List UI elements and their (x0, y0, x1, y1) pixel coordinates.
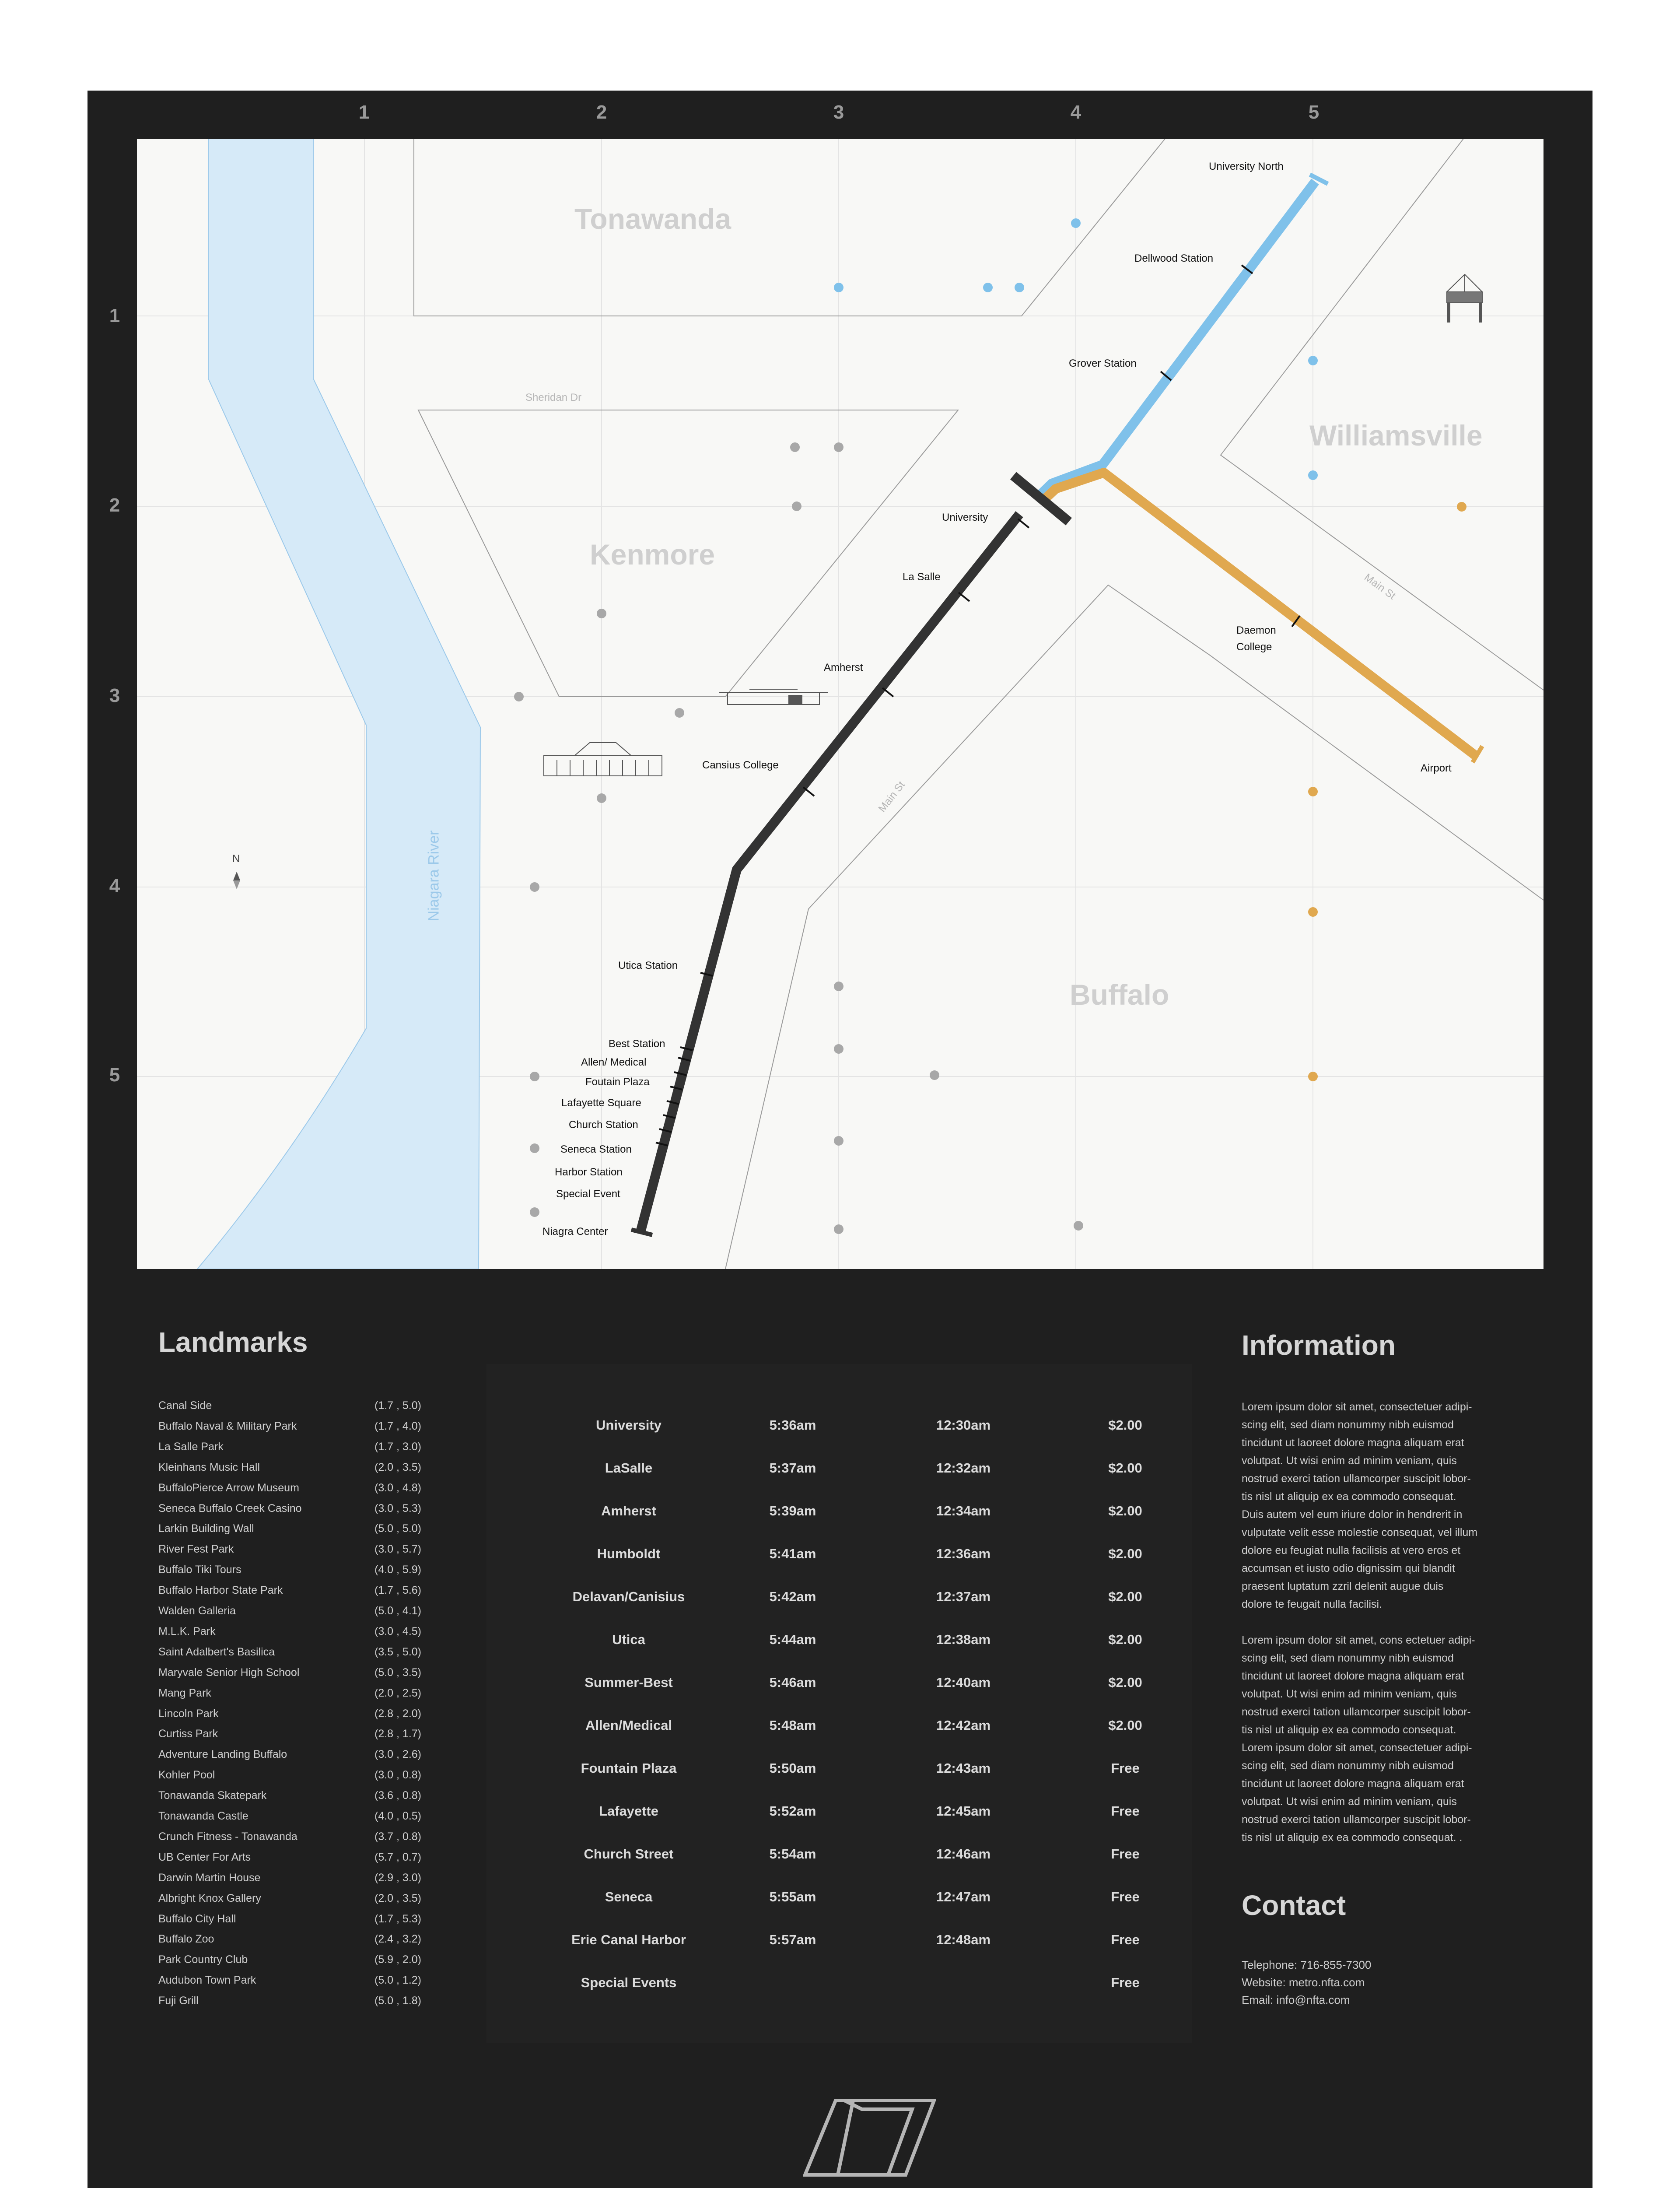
contact-website[interactable]: Website: metro.nfta.com (1242, 1976, 1365, 1989)
schedule-table (486, 1364, 1192, 2043)
schedule-station: Amherst (601, 1503, 656, 1518)
grid-col-4: 4 (1070, 102, 1082, 123)
schedule-station: University (596, 1417, 662, 1433)
information-line: dolore te feugait nulla facilisi. (1242, 1598, 1382, 1610)
schedule-last-train: 12:42am (936, 1718, 991, 1733)
landmark-row[interactable] (158, 1748, 430, 1769)
niagara-river (197, 139, 480, 1269)
poi-dot (530, 1072, 539, 1081)
landmark-row[interactable] (158, 1913, 430, 1933)
schedule-row[interactable] (486, 1889, 1192, 1915)
station-daemon-line2: College (1236, 641, 1272, 653)
station-lasalle[interactable]: La Salle (903, 571, 941, 583)
landmark-name: Curtiss Park (158, 1728, 218, 1740)
landmark-row[interactable] (158, 1974, 430, 1995)
landmark-name: Maryvale Senior High School (158, 1666, 300, 1679)
buffalo-boundary (725, 585, 1544, 1269)
landmark-name: Buffalo Harbor State Park (158, 1584, 283, 1597)
contact-email[interactable]: Email: info@nfta.com (1242, 1993, 1350, 2006)
landmark-row[interactable] (158, 1872, 430, 1892)
landmark-name: Crunch Fitness - Tonawanda (158, 1830, 298, 1843)
landmark-coordinate: (5.7 , 0.7) (374, 1851, 421, 1863)
information-line: Lorem ipsum dolor sit amet, consectetuer adipi- (1242, 1742, 1472, 1754)
information-line: dolore eu feugiat nulla facilisis at vero eros et (1242, 1544, 1461, 1557)
information-line: tis nisl ut aliquip ex ea commodo consequat. (1242, 1490, 1456, 1503)
river-label: Niagara River (425, 830, 442, 922)
station-foutain[interactable]: Foutain Plaza (585, 1076, 650, 1088)
landmark-coordinate: (4.0 , 0.5) (374, 1810, 421, 1822)
station-grover[interactable]: Grover Station (1069, 358, 1137, 369)
station-seneca[interactable]: Seneca Station (560, 1143, 632, 1155)
landmark-name: Tonawanda Castle (158, 1810, 248, 1822)
information-line: volutpat. Ut wisi enim ad minim veniam, quis (1242, 1688, 1457, 1700)
schedule-row[interactable] (486, 1975, 1192, 2001)
information-line: nostrud exerci tation ullamcorper suscipit lobor- (1242, 1706, 1471, 1718)
landmark-name: Audubon Town Park (158, 1974, 256, 1987)
poi-dot (1074, 1221, 1083, 1231)
landmark-coordinate: (3.7 , 0.8) (374, 1830, 421, 1843)
district-tonawanda: Tonawanda (574, 203, 732, 235)
landmark-row[interactable] (158, 1564, 430, 1584)
transit-map[interactable] (137, 139, 1544, 1269)
williamsville-boundary (1221, 139, 1544, 690)
schedule-station: Special Events (581, 1975, 677, 1990)
landmark-name: UB Center For Arts (158, 1851, 251, 1863)
schedule-last-train: 12:30am (936, 1417, 991, 1433)
landmark-row[interactable] (158, 1830, 430, 1851)
landmark-coordinate: (2.8 , 2.0) (374, 1707, 421, 1720)
schedule-fare: $2.00 (1108, 1675, 1142, 1690)
information-title: Information (1242, 1329, 1396, 1361)
schedule-fare: $2.00 (1108, 1417, 1142, 1433)
landmark-name: Buffalo Tiki Tours (158, 1564, 242, 1576)
schedule-last-train: 12:37am (936, 1589, 991, 1604)
landmark-coordinate: (2.4 , 3.2) (374, 1933, 421, 1946)
landmark-coordinate: (2.9 , 3.0) (374, 1871, 421, 1884)
station-ticks (656, 265, 1300, 1146)
tonawanda-boundary (414, 139, 1165, 316)
schedule-first-train: 5:42am (769, 1589, 816, 1604)
schedule-row[interactable] (486, 1460, 1192, 1487)
grid-col-5: 5 (1308, 102, 1320, 123)
district-kenmore: Kenmore (590, 538, 715, 571)
information-text (1242, 1398, 1522, 1847)
information-line: scing elit, sed diam nonummy nibh euismod (1242, 1652, 1454, 1664)
poi-dot (834, 982, 844, 991)
landmark-coordinate: (5.0 , 1.8) (374, 1995, 421, 2007)
landmark-name: M.L.K. Park (158, 1625, 216, 1637)
schedule-station: Fountain Plaza (581, 1760, 677, 1776)
information-line: accumsan et iusto odio dignissim qui blandit (1242, 1562, 1455, 1574)
information-line: nostrud exerci tation ullamcorper suscipit lobor- (1242, 1473, 1471, 1485)
landmark-row[interactable] (158, 1441, 430, 1461)
schedule-row[interactable] (486, 1417, 1192, 1444)
landmark-name: Fuji Grill (158, 1995, 199, 2007)
landmark-row[interactable] (158, 1605, 430, 1625)
grid-col-2: 2 (596, 102, 607, 123)
station-dellwood[interactable]: Dellwood Station (1134, 252, 1214, 264)
information-line: Lorem ipsum dolor sit amet, cons ectetuer adipi- (1242, 1634, 1475, 1646)
landmark-name: Kohler Pool (158, 1769, 215, 1781)
station-special[interactable]: Special Event (556, 1188, 620, 1200)
grid-col-1: 1 (358, 102, 370, 123)
information-line: tincidunt ut laoreet dolore magna aliquam erat (1242, 1437, 1464, 1449)
station-best[interactable]: Best Station (609, 1038, 665, 1050)
station-lafayette[interactable]: Lafayette Square (561, 1097, 641, 1109)
information-line: tincidunt ut laoreet dolore magna aliquam erat (1242, 1670, 1464, 1682)
schedule-first-train: 5:57am (769, 1932, 816, 1947)
landmark-coordinate: (1.7 , 5.0) (374, 1399, 421, 1412)
landmark-row[interactable] (158, 1625, 430, 1646)
landmark-coordinate: (5.0 , 3.5) (374, 1666, 421, 1679)
landmark-name: Buffalo City Hall (158, 1912, 236, 1925)
nfta-logo-icon (803, 2098, 936, 2177)
schedule-last-train: 12:45am (936, 1803, 991, 1819)
landmark-row[interactable] (158, 1892, 430, 1913)
schedule-fare: $2.00 (1108, 1503, 1142, 1518)
schedule-station: Erie Canal Harbor (571, 1932, 686, 1947)
schedule-fare: Free (1111, 1975, 1140, 1990)
landmark-name: Albright Knox Gallery (158, 1892, 261, 1904)
information-line: scing elit, sed diam nonummy nibh euismod (1242, 1419, 1454, 1431)
schedule-last-train: 12:38am (936, 1632, 991, 1647)
poi-dot (1308, 470, 1318, 480)
landmark-name: Walden Galleria (158, 1605, 236, 1617)
blue-line[interactable] (1038, 182, 1315, 497)
poi-dot (834, 1224, 844, 1234)
information-line: Lorem ipsum dolor sit amet, consectetuer adipi- (1242, 1401, 1472, 1413)
landmark-coordinate: (4.0 , 5.9) (374, 1564, 421, 1576)
contact-title: Contact (1242, 1890, 1346, 1921)
landmark-name: Darwin Martin House (158, 1871, 261, 1884)
landmark-row[interactable] (158, 1399, 430, 1420)
landmark-name: Mang Park (158, 1687, 211, 1699)
schedule-first-train: 5:54am (769, 1846, 816, 1862)
information-line: vulputate velit esse molestie consequat, vel illum (1242, 1526, 1478, 1539)
schedule-station: LaSalle (605, 1460, 653, 1476)
schedule-first-train: 5:41am (769, 1546, 816, 1561)
landmark-row[interactable] (158, 1522, 430, 1543)
station-airport[interactable]: Airport (1421, 762, 1452, 774)
schedule-row[interactable] (486, 1718, 1192, 1744)
station-university[interactable]: University (942, 512, 988, 523)
orange-line[interactable] (1042, 473, 1476, 756)
station-utica[interactable]: Utica Station (618, 960, 678, 971)
grid-row-2: 2 (109, 494, 120, 516)
schedule-row[interactable] (486, 1675, 1192, 1701)
schedule-fare: $2.00 (1108, 1460, 1142, 1476)
landmark-name: BuffaloPierce Arrow Museum (158, 1481, 299, 1494)
landmarks-title: Landmarks (158, 1326, 308, 1358)
landmark-coordinate: (3.0 , 4.8) (374, 1481, 421, 1494)
landmark-name: Adventure Landing Buffalo (158, 1748, 287, 1761)
landmark-coordinate: (5.0 , 1.2) (374, 1974, 421, 1987)
landmark-coordinate: (3.0 , 5.3) (374, 1502, 421, 1515)
station-harbor[interactable]: Harbor Station (555, 1166, 623, 1178)
grid-row-1: 1 (109, 305, 120, 326)
landmark-coordinate: (3.6 , 0.8) (374, 1789, 421, 1802)
landmark-name: Park Country Club (158, 1953, 248, 1966)
information-line: Duis autem vel eum iriure dolor in hendrerit in (1242, 1508, 1463, 1521)
schedule-last-train: 12:46am (936, 1846, 991, 1862)
information-line: tis nisl ut aliquip ex ea commodo consequat. (1242, 1724, 1456, 1736)
landmark-name: Seneca Buffalo Creek Casino (158, 1502, 302, 1515)
grid-row-4: 4 (109, 875, 120, 897)
landmark-coordinate: (3.0 , 2.6) (374, 1748, 421, 1761)
schedule-row[interactable] (486, 1803, 1192, 1830)
landmark-name: River Fest Park (158, 1543, 234, 1556)
poi-dot (597, 793, 606, 803)
landmark-coordinate: (1.7 , 5.3) (374, 1912, 421, 1925)
albright-knox-building-icon (544, 743, 662, 776)
landmark-coordinate: (3.0 , 5.7) (374, 1543, 421, 1556)
landmark-row[interactable] (158, 1995, 430, 2015)
landmark-coordinate: (5.9 , 2.0) (374, 1953, 421, 1966)
station-niagra[interactable]: Niagra Center (542, 1226, 608, 1238)
landmark-row[interactable] (158, 1708, 430, 1728)
schedule-fare: Free (1111, 1760, 1140, 1776)
landmark-name: Buffalo Zoo (158, 1933, 214, 1946)
schedule-station: Utica (612, 1632, 645, 1647)
grid-col-3: 3 (833, 102, 844, 123)
information-line (1242, 1613, 1522, 1631)
landmark-row[interactable] (158, 1687, 430, 1708)
landmark-row[interactable] (158, 1666, 430, 1687)
schedule-row[interactable] (486, 1932, 1192, 1958)
landmark-name: Tonawanda Skatepark (158, 1789, 267, 1802)
landmark-row[interactable] (158, 1584, 430, 1605)
schedule-fare: Free (1111, 1889, 1140, 1904)
schedule-fare: $2.00 (1108, 1718, 1142, 1733)
schedule-station: Delavan/Canisius (572, 1589, 685, 1604)
schedule-first-train: 5:44am (769, 1632, 816, 1647)
station-university-north[interactable]: University North (1209, 161, 1284, 172)
landmark-coordinate: (2.8 , 1.7) (374, 1728, 421, 1740)
landmark-row[interactable] (158, 1933, 430, 1953)
poi-dot (1308, 1072, 1318, 1081)
poi-dot (1015, 283, 1024, 292)
poi-dot (930, 1070, 939, 1080)
schedule-first-train: 5:52am (769, 1803, 816, 1819)
district-williamsville: Williamsville (1309, 419, 1483, 452)
landmark-coordinate: (1.7 , 5.6) (374, 1584, 421, 1597)
poi-dot (675, 708, 684, 718)
poi-dot (1308, 787, 1318, 796)
information-line: volutpat. Ut wisi enim ad minim veniam, quis (1242, 1795, 1457, 1808)
landmark-row[interactable] (158, 1461, 430, 1482)
landmark-coordinate: (2.0 , 2.5) (374, 1687, 421, 1699)
landmark-row[interactable] (158, 1953, 430, 1974)
station-daemon[interactable]: Daemon (1236, 624, 1276, 636)
schedule-first-train: 5:39am (769, 1503, 816, 1518)
schedule-last-train: 12:34am (936, 1503, 991, 1518)
information-line: nostrud exerci tation ullamcorper suscipit lobor- (1242, 1813, 1471, 1826)
poi-dot (514, 692, 524, 701)
landmark-row[interactable] (158, 1543, 430, 1564)
poi-dot (834, 283, 844, 292)
poi-dot (1071, 218, 1081, 228)
poi-dot (983, 283, 993, 292)
schedule-last-train: 12:43am (936, 1760, 991, 1776)
poi-dots (514, 218, 1466, 1234)
district-buffalo: Buffalo (1070, 978, 1169, 1011)
schedule-first-train: 5:50am (769, 1760, 816, 1776)
schedule-first-train: 5:46am (769, 1675, 816, 1690)
schedule-row[interactable] (486, 1760, 1192, 1787)
landmark-row[interactable] (158, 1646, 430, 1666)
schedule-fare: Free (1111, 1803, 1140, 1819)
schedule-last-train: 12:47am (936, 1889, 991, 1904)
schedule-station: Church Street (584, 1846, 674, 1862)
landmark-name: Lincoln Park (158, 1707, 219, 1720)
schedule-last-train: 12:36am (936, 1546, 991, 1561)
tonawanda-castle-icon (1447, 274, 1482, 323)
schedule-row[interactable] (486, 1546, 1192, 1572)
poi-dot (790, 442, 800, 452)
schedule-station: Lafayette (598, 1803, 659, 1819)
schedule-station: Humboldt (597, 1546, 661, 1561)
information-line: tincidunt ut laoreet dolore magna aliquam erat (1242, 1778, 1464, 1790)
line-end-cap (631, 1230, 652, 1235)
station-church[interactable]: Church Station (569, 1119, 638, 1131)
poi-dot (1308, 356, 1318, 365)
poi-dot (834, 442, 844, 452)
schedule-first-train: 5:36am (769, 1417, 816, 1433)
landmark-row[interactable] (158, 1810, 430, 1830)
schedule-station: Allen/Medical (585, 1718, 672, 1733)
poi-dot (530, 1207, 539, 1217)
station-allen[interactable]: Allen/ Medical (581, 1056, 647, 1068)
landmark-coordinate: (2.0 , 3.5) (374, 1461, 421, 1473)
schedule-fare: $2.00 (1108, 1546, 1142, 1561)
map-canvas (137, 139, 1544, 1269)
landmark-name: Canal Side (158, 1399, 212, 1412)
station-amherst[interactable]: Amherst (824, 662, 863, 673)
landmark-name: Larkin Building Wall (158, 1522, 254, 1535)
grid-row-5: 5 (109, 1064, 120, 1086)
station-cansius[interactable]: Cansius College (702, 759, 779, 771)
schedule-station: Summer-Best (584, 1675, 673, 1690)
landmark-name: La Salle Park (158, 1440, 224, 1453)
schedule-station: Seneca (605, 1889, 653, 1904)
information-line: tis nisl ut aliquip ex ea commodo consequat. . (1242, 1831, 1463, 1844)
schedule-fare: $2.00 (1108, 1589, 1142, 1604)
landmark-coordinate: (3.0 , 4.5) (374, 1625, 421, 1637)
schedule-last-train: 12:40am (936, 1675, 991, 1690)
schedule-first-train: 5:55am (769, 1889, 816, 1904)
compass-label: N (232, 853, 240, 865)
contact-telephone[interactable]: Telephone: 716-855-7300 (1242, 1958, 1372, 1971)
landmark-coordinate: (5.0 , 4.1) (374, 1605, 421, 1617)
landmark-row[interactable] (158, 1851, 430, 1872)
landmark-name: Buffalo Naval & Military Park (158, 1420, 297, 1432)
information-line: praesent luptatum zzril delenit augue duis (1242, 1580, 1444, 1592)
landmark-row[interactable] (158, 1482, 430, 1502)
poi-dot (834, 1044, 844, 1054)
information-line: volutpat. Ut wisi enim ad minim veniam, quis (1242, 1455, 1457, 1467)
schedule-first-train: 5:37am (769, 1460, 816, 1476)
poi-dot (1457, 502, 1466, 512)
landmark-coordinate: (5.0 , 5.0) (374, 1522, 421, 1535)
information-line: scing elit, sed diam nonummy nibh euismod (1242, 1760, 1454, 1772)
landmark-coordinate: (1.7 , 4.0) (374, 1420, 421, 1432)
landmark-name: Kleinhans Music Hall (158, 1461, 260, 1473)
landmark-row[interactable] (158, 1502, 430, 1523)
grid-row-3: 3 (109, 685, 120, 706)
street-main-east: Main St (1362, 571, 1398, 602)
schedule-row[interactable] (486, 1503, 1192, 1529)
landmark-coordinate: (1.7 , 3.0) (374, 1440, 421, 1453)
schedule-fare: Free (1111, 1932, 1140, 1947)
landmark-row[interactable] (158, 1420, 430, 1441)
street-sheridan: Sheridan Dr (525, 392, 582, 403)
poi-dot (792, 501, 802, 511)
schedule-row[interactable] (486, 1632, 1192, 1658)
schedule-first-train: 5:48am (769, 1718, 816, 1733)
schedule-last-train: 12:48am (936, 1932, 991, 1947)
landmark-coordinate: (3.0 , 0.8) (374, 1769, 421, 1781)
street-main-south: Main St (876, 779, 907, 815)
poi-dot (530, 1143, 539, 1153)
landmark-name: Saint Adalbert's Basilica (158, 1645, 275, 1658)
schedule-row[interactable] (486, 1846, 1192, 1872)
landmark-row[interactable] (158, 1728, 430, 1748)
poi-dot (834, 1136, 844, 1146)
landmark-row[interactable] (158, 1789, 430, 1810)
poi-dot (530, 882, 539, 892)
schedule-fare: $2.00 (1108, 1632, 1142, 1647)
poi-dot (597, 609, 606, 618)
main-line[interactable] (640, 514, 1019, 1232)
poi-dot (1308, 907, 1318, 917)
schedule-fare: Free (1111, 1846, 1140, 1862)
landmark-row[interactable] (158, 1769, 430, 1789)
landmark-coordinate: (2.0 , 3.5) (374, 1892, 421, 1904)
landmark-coordinate: (3.5 , 5.0) (374, 1645, 421, 1658)
schedule-last-train: 12:32am (936, 1460, 991, 1476)
schedule-row[interactable] (486, 1589, 1192, 1615)
